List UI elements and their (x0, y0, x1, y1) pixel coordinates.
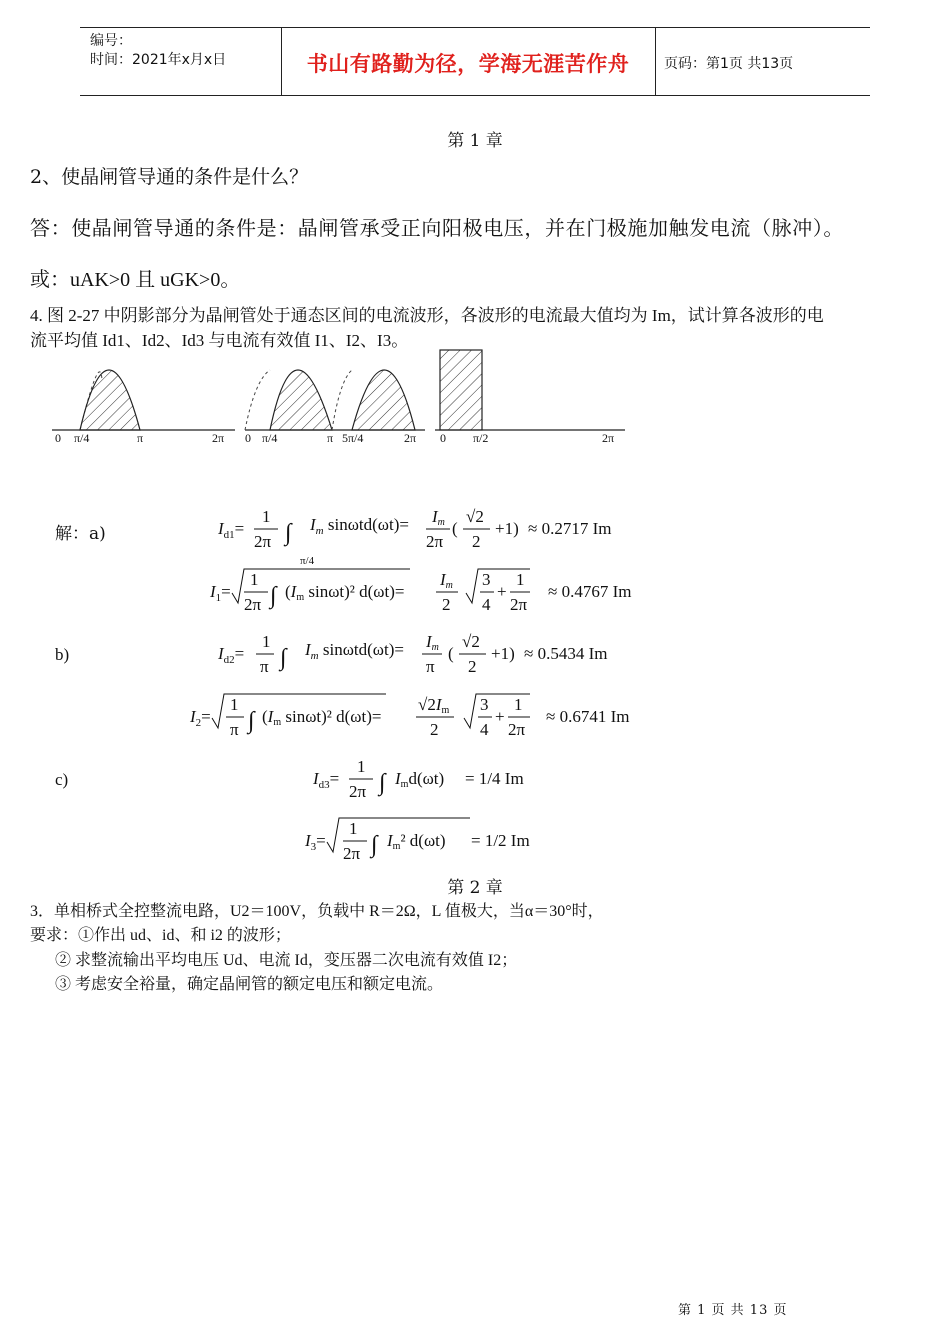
svg-text:+: + (497, 582, 507, 601)
waveform-b (245, 370, 425, 445)
svg-text:2: 2 (430, 720, 439, 739)
header-bottom-rule (80, 95, 870, 96)
svg-text:(: ( (448, 644, 454, 663)
svg-text:Id1=: $I_{d1}=$ (218, 519, 245, 541)
equation-a-avg (217, 507, 611, 567)
header-divider-right (655, 27, 656, 95)
svg-text:2π: 2π (254, 532, 272, 551)
equation-c-avg-result: = 1/4 Im (465, 769, 524, 788)
equation-c-rms (304, 818, 530, 863)
equation-b-avg-result: ≈ 0.5434 Im (524, 644, 608, 663)
solution-equations-c (305, 750, 565, 868)
header-id-label: 编号： (90, 33, 132, 49)
chapter-2-title: 第 2 章 (447, 878, 503, 898)
waveform-b-tick-2pi: 2π (404, 431, 417, 445)
svg-text:2π: 2π (244, 595, 262, 614)
solution-part-b-label: b) (55, 645, 70, 664)
svg-text:1: 1 (514, 695, 523, 714)
svg-text:Imd(ωt): Imd(ωt) (395, 769, 445, 790)
waveform-c-tick-0: 0 (440, 431, 446, 445)
svg-text:2π: 2π (426, 532, 444, 551)
waveform-b-tick-5pi4: 5π/4 (342, 431, 364, 445)
svg-text:+1): +1) (495, 519, 519, 538)
svg-text:∫: ∫ (280, 645, 287, 671)
waveform-c (435, 350, 625, 445)
svg-text:I2=: $I_2=$ (190, 707, 211, 729)
answer-2-line-2: 或：uAK>0 且 uGK>0。 (30, 269, 241, 291)
svg-text:Im: Im (426, 632, 439, 653)
equation-a-avg-result: ≈ 0.2717 Im (528, 519, 612, 538)
footer-page-number: 第 1 页 共 13 页 (678, 1303, 788, 1318)
svg-text:1: 1 (262, 632, 271, 651)
solution-part-a-label: 解：a) (55, 524, 106, 544)
svg-text:π/4: π/4 (300, 555, 315, 567)
svg-text:Im² d(ωt): Im² d(ωt) (387, 831, 446, 852)
waveform-b-tick-pi: π (327, 431, 334, 445)
header-motto: 书山有路勤为径，学海无涯苦作舟 (306, 52, 630, 76)
waveform-a-tick-2pi: 2π (212, 431, 225, 445)
svg-text:√2Im: √2Im (418, 695, 450, 716)
svg-text:∫: ∫ (371, 832, 378, 858)
svg-text:Im: Im (432, 507, 445, 528)
equation-a-rms-result: ≈ 0.4767 Im (548, 582, 632, 601)
waveform-a-tick-pi: π (137, 431, 144, 445)
waveform-figure (40, 340, 630, 468)
header-page-label: 页码：第1页 共13页 (664, 56, 794, 72)
question-4-line-1: 4. 图 2-27 中阴影部分为晶闸管处于通态区间的电流波形，各波形的电流最大值均为 Im，试计算各波形的电 (30, 306, 824, 325)
svg-text:2: 2 (468, 657, 477, 676)
waveform-a-tick-0: 0 (55, 431, 61, 445)
waveform-b-tick-0: 0 (245, 431, 251, 445)
question-3-line-4: ③ 考虑安全裕量，确定晶闸管的额定电压和额定电流。 (55, 976, 444, 993)
svg-text:Im sinωtd(ωt)=: $I_m$ sinωtd(ωt)= (310, 515, 409, 537)
waveform-c-tick-2pi: 2π (602, 431, 615, 445)
question-2: 2、使晶闸管导通的条件是什么？ (30, 166, 309, 188)
svg-text:1: 1 (230, 695, 239, 714)
svg-text:Id2=: $I_{d2}=$ (218, 644, 245, 666)
svg-text:π: π (426, 657, 435, 676)
svg-text:2π: 2π (508, 720, 526, 739)
equation-a-rms (209, 569, 631, 614)
svg-text:4: 4 (480, 720, 489, 739)
svg-text:∫: ∫ (285, 520, 292, 546)
waveform-a-tick-pi4: π/4 (74, 431, 90, 445)
question-3-line-2: 要求：①作出 ud、id、和 i2 的波形； (30, 927, 291, 944)
svg-text:1: 1 (357, 757, 366, 776)
answer-2-line-1: 答：使晶闸管导通的条件是：晶闸管承受正向阳极电压，并在门极施加触发电流（脉冲）。 (30, 216, 844, 240)
question-3-line-1: 3．单相桥式全控整流电路，U2＝100V，负载中 R＝2Ω，L 值极大，当α＝30°时， (30, 903, 604, 920)
svg-text:+1): +1) (491, 644, 515, 663)
chapter-1-title: 第 1 章 (447, 131, 503, 151)
question-4-line-2: 流平均值 Id1、Id2、Id3 与电流有效值 I1、I2、I3。 (30, 331, 409, 350)
svg-text:√2: √2 (462, 632, 480, 651)
svg-text:(Im sinωt)² d(ωt)=: (Im sinωt)² d(ωt)= (262, 707, 382, 728)
svg-text:3: 3 (482, 570, 491, 589)
svg-text:1: 1 (250, 570, 259, 589)
svg-text:I3=: $I_3=$ (305, 831, 326, 853)
svg-text:2π: 2π (343, 844, 361, 863)
svg-text:2: 2 (472, 532, 481, 551)
svg-text:1: 1 (516, 570, 525, 589)
svg-text:π: π (230, 720, 239, 739)
header-time-label: 时间：2021年x月x日 (90, 52, 227, 68)
solution-part-c-label: c) (55, 770, 69, 789)
question-3-line-3: ② 求整流输出平均电压 Ud、电流 Id，变压器二次电流有效值 I2； (55, 952, 518, 969)
svg-text:(Im sinωt)² d(ωt)=: (Im sinωt)² d(ωt)= (285, 582, 405, 603)
svg-text:2π: 2π (349, 782, 367, 801)
svg-text:Id3=: $I_{d3}=$ (313, 769, 340, 791)
svg-text:4: 4 (482, 595, 491, 614)
svg-text:3: 3 (480, 695, 489, 714)
svg-text:I1=: $I_1=$ (210, 582, 231, 604)
svg-text:+: + (495, 707, 505, 726)
svg-text:Im: Im (440, 570, 453, 591)
svg-text:∫: ∫ (379, 770, 386, 796)
waveform-b-tick-pi4: π/4 (262, 431, 278, 445)
equation-c-rms-result: = 1/2 Im (471, 831, 530, 850)
svg-text:1: 1 (262, 507, 271, 526)
svg-text:∫: ∫ (248, 708, 255, 734)
svg-text:2: 2 (442, 595, 451, 614)
equation-b-avg (217, 632, 607, 676)
svg-text:π: π (260, 657, 269, 676)
svg-text:1: 1 (349, 819, 358, 838)
header-top-rule (80, 27, 870, 28)
waveform-a (52, 370, 235, 445)
waveform-c-tick-pi2: π/2 (473, 431, 489, 445)
equation-b-rms-result: ≈ 0.6741 Im (546, 707, 630, 726)
svg-text:√2: √2 (466, 507, 484, 526)
svg-text:(: ( (452, 519, 458, 538)
equation-b-rms (189, 694, 629, 739)
svg-text:∫: ∫ (270, 583, 277, 609)
equation-c-avg (312, 757, 524, 801)
svg-text:2π: 2π (510, 595, 528, 614)
svg-text:Im sinωtd(ωt)=: $I_m$ sinωtd(ωt)= (305, 640, 404, 662)
